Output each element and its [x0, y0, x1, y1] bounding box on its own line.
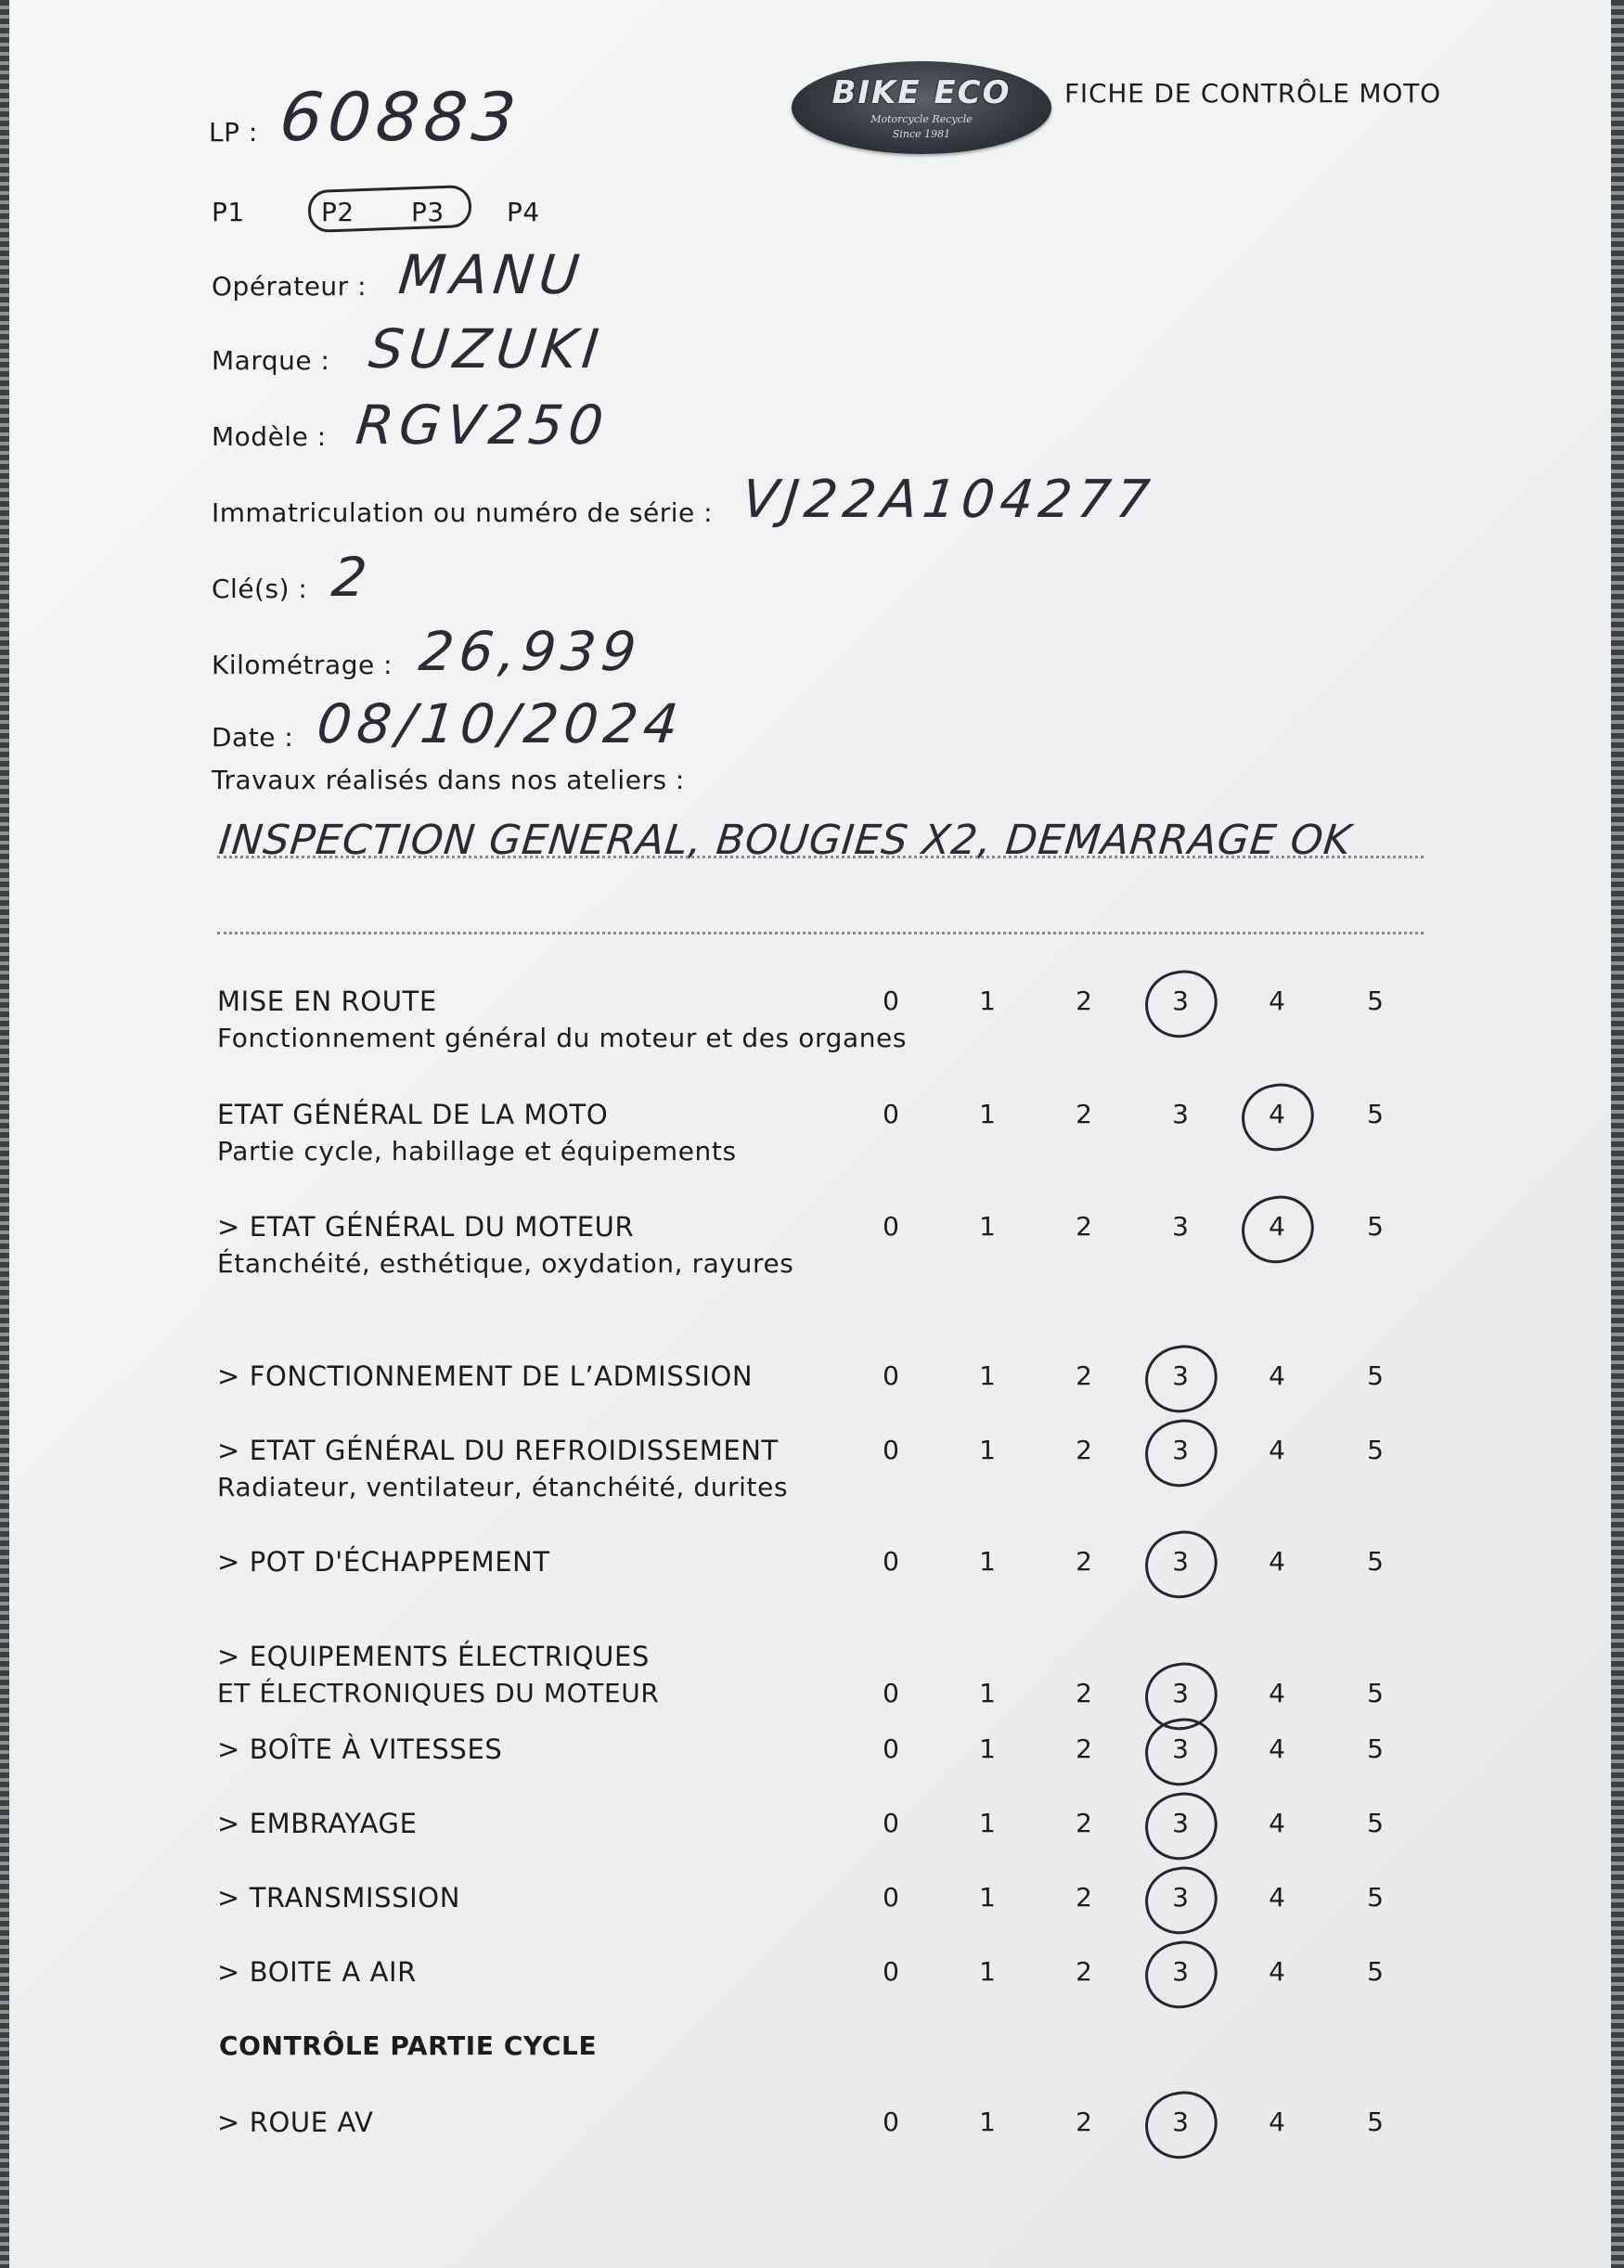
logo-since: Since 1981	[892, 128, 951, 140]
check-subtitle: Radiateur, ventilateur, étanchéité, durites	[217, 1472, 789, 1502]
score-option-3[interactable]: 3	[1172, 2107, 1189, 2137]
control-sheet	[9, 0, 1615, 2268]
score-option-2[interactable]: 2	[1076, 1435, 1092, 1465]
score-option-5[interactable]: 5	[1367, 1360, 1384, 1391]
score-circle-mark	[1141, 1341, 1221, 1417]
score-option-1[interactable]: 1	[979, 1435, 996, 1465]
score-option-0[interactable]: 0	[883, 1956, 899, 1987]
score-option-5[interactable]: 5	[1367, 1546, 1384, 1577]
score-option-4[interactable]: 4	[1269, 1808, 1285, 1838]
score-option-0[interactable]: 0	[883, 1360, 899, 1391]
score-option-0[interactable]: 0	[883, 1546, 899, 1577]
binder-edge-right	[1611, 0, 1624, 2268]
check-subtitle: Partie cycle, habillage et équipements	[217, 1136, 737, 1166]
position-p4: P4	[507, 197, 540, 227]
score-option-0[interactable]: 0	[883, 1808, 899, 1838]
lp-label: LP :	[209, 117, 258, 148]
operateur-value: MANU	[395, 243, 588, 306]
score-option-3[interactable]: 3	[1172, 1733, 1189, 1764]
score-option-0[interactable]: 0	[883, 986, 899, 1016]
operateur-label: Opérateur :	[212, 271, 367, 302]
score-option-5[interactable]: 5	[1367, 1808, 1384, 1838]
score-circle-mark	[1141, 1527, 1221, 1603]
score-option-3[interactable]: 3	[1172, 1546, 1189, 1577]
date-label: Date :	[212, 722, 294, 753]
logo-tagline: Motorcycle Recycle	[870, 113, 973, 125]
check-title: > ROUE AV	[217, 2107, 374, 2138]
check-title: > ETAT GÉNÉRAL DU MOTEUR	[217, 1211, 635, 1243]
check-title: MISE EN ROUTE	[217, 986, 437, 1017]
score-option-5[interactable]: 5	[1367, 1435, 1384, 1465]
score-option-0[interactable]: 0	[883, 2107, 899, 2137]
score-option-2[interactable]: 2	[1076, 1956, 1092, 1987]
score-circle-mark	[1141, 966, 1221, 1042]
lp-value: 60883	[276, 78, 525, 156]
check-title: > EQUIPEMENTS ÉLECTRIQUES	[217, 1641, 650, 1672]
score-option-2[interactable]: 2	[1076, 1360, 1092, 1391]
score-circle-mark	[1141, 1862, 1221, 1939]
check-title: > ETAT GÉNÉRAL DU REFROIDISSEMENT	[217, 1435, 779, 1466]
score-option-1[interactable]: 1	[979, 1882, 996, 1913]
score-option-4[interactable]: 4	[1269, 1882, 1285, 1913]
kilometrage-value: 26,939	[416, 620, 645, 683]
score-option-5[interactable]: 5	[1367, 986, 1384, 1016]
check-title: > TRANSMISSION	[217, 1882, 461, 1914]
score-option-2[interactable]: 2	[1076, 1808, 1092, 1838]
score-circle-mark	[1141, 1415, 1221, 1491]
score-option-1[interactable]: 1	[979, 1546, 996, 1577]
score-option-3[interactable]: 3	[1172, 1678, 1189, 1708]
score-option-3[interactable]: 3	[1172, 1956, 1189, 1987]
modele-label: Modèle :	[212, 421, 327, 452]
score-option-4[interactable]: 4	[1269, 1546, 1285, 1577]
score-option-0[interactable]: 0	[883, 1678, 899, 1708]
score-option-2[interactable]: 2	[1076, 2107, 1092, 2137]
score-option-1[interactable]: 1	[979, 1678, 996, 1708]
binder-edge-left	[0, 0, 9, 2268]
score-option-0[interactable]: 0	[883, 1435, 899, 1465]
score-option-0[interactable]: 0	[883, 1099, 899, 1129]
score-option-5[interactable]: 5	[1367, 1211, 1384, 1242]
score-circle-mark	[1141, 2087, 1221, 2163]
check-title: > BOITE A AIR	[217, 1956, 417, 1988]
score-option-4[interactable]: 4	[1269, 1733, 1285, 1764]
check-title: > BOÎTE À VITESSES	[217, 1733, 503, 1765]
date-value: 08/10/2024	[314, 692, 687, 755]
score-option-4[interactable]: 4	[1269, 1956, 1285, 1987]
score-option-3[interactable]: 3	[1172, 1099, 1189, 1129]
score-option-3[interactable]: 3	[1172, 1808, 1189, 1838]
check-subtitle: Fonctionnement général du moteur et des organes	[217, 1023, 908, 1053]
score-option-3[interactable]: 3	[1172, 1435, 1189, 1465]
travaux-line-1	[217, 856, 1424, 858]
score-option-2[interactable]: 2	[1076, 1211, 1092, 1242]
score-option-5[interactable]: 5	[1367, 1956, 1384, 1987]
immatriculation-label: Immatriculation ou numéro de série :	[212, 497, 714, 528]
score-circle-mark	[1141, 1937, 1221, 2013]
score-circle-mark	[1141, 1714, 1221, 1790]
score-option-5[interactable]: 5	[1367, 1882, 1384, 1913]
kilometrage-label: Kilométrage :	[212, 650, 393, 680]
score-option-3[interactable]: 3	[1172, 1360, 1189, 1391]
score-option-1[interactable]: 1	[979, 1733, 996, 1764]
score-option-2[interactable]: 2	[1076, 1733, 1092, 1764]
score-option-1[interactable]: 1	[979, 1956, 996, 1987]
cles-value: 2	[329, 546, 376, 609]
score-option-4[interactable]: 4	[1269, 1435, 1285, 1465]
score-option-1[interactable]: 1	[979, 2107, 996, 2137]
check-subtitle: Étanchéité, esthétique, oxydation, rayures	[217, 1248, 794, 1279]
score-option-0[interactable]: 0	[883, 1733, 899, 1764]
score-circle-mark	[1237, 1192, 1318, 1268]
position-circle-p2-p3	[307, 185, 471, 233]
score-option-1[interactable]: 1	[979, 1808, 996, 1838]
score-option-4[interactable]: 4	[1269, 1211, 1285, 1242]
marque-label: Marque :	[212, 345, 330, 376]
score-option-5[interactable]: 5	[1367, 1099, 1384, 1129]
score-option-4[interactable]: 4	[1269, 1678, 1285, 1708]
score-option-3[interactable]: 3	[1172, 1882, 1189, 1913]
score-option-2[interactable]: 2	[1076, 1678, 1092, 1708]
position-p1: P1	[212, 197, 245, 227]
check-subtitle: ET ÉLECTRONIQUES DU MOTEUR	[217, 1678, 660, 1708]
position-p2: P2	[321, 197, 354, 227]
score-option-4[interactable]: 4	[1269, 1360, 1285, 1391]
logo-brand: BIKE ECO	[831, 74, 1012, 111]
check-title: > POT D'ÉCHAPPEMENT	[217, 1546, 550, 1578]
cles-label: Clé(s) :	[212, 573, 308, 604]
score-option-1[interactable]: 1	[979, 1211, 996, 1242]
score-option-0[interactable]: 0	[883, 1211, 899, 1242]
score-option-5[interactable]: 5	[1367, 2107, 1384, 2137]
check-title: > FONCTIONNEMENT DE L’ADMISSION	[217, 1360, 754, 1392]
score-option-2[interactable]: 2	[1076, 986, 1092, 1016]
score-option-3[interactable]: 3	[1172, 1211, 1189, 1242]
travaux-line-2	[217, 932, 1424, 934]
score-option-5[interactable]: 5	[1367, 1733, 1384, 1764]
check-title: ETAT GÉNÉRAL DE LA MOTO	[217, 1099, 609, 1130]
score-circle-mark	[1237, 1079, 1318, 1155]
score-circle-mark	[1141, 1788, 1221, 1864]
travaux-value: INSPECTION GENERAL, BOUGIES X2, DEMARRAGE OK	[216, 817, 1354, 864]
score-option-1[interactable]: 1	[979, 986, 996, 1016]
section-title-partie-cycle: CONTRÔLE PARTIE CYCLE	[219, 2030, 598, 2061]
score-option-4[interactable]: 4	[1269, 986, 1285, 1016]
score-option-1[interactable]: 1	[979, 1099, 996, 1129]
score-option-0[interactable]: 0	[883, 1882, 899, 1913]
bike-eco-logo	[792, 61, 1051, 154]
score-option-5[interactable]: 5	[1367, 1678, 1384, 1708]
score-option-4[interactable]: 4	[1269, 1099, 1285, 1129]
score-option-2[interactable]: 2	[1076, 1546, 1092, 1577]
score-option-3[interactable]: 3	[1172, 986, 1189, 1016]
score-option-2[interactable]: 2	[1076, 1882, 1092, 1913]
position-p3: P3	[411, 197, 445, 227]
form-title: FICHE DE CONTRÔLE MOTO	[1064, 78, 1441, 109]
score-option-4[interactable]: 4	[1269, 2107, 1285, 2137]
check-title: > EMBRAYAGE	[217, 1808, 418, 1839]
travaux-label: Travaux réalisés dans nos ateliers :	[212, 765, 685, 795]
modele-value: RGV250	[353, 393, 612, 457]
immatriculation-value: VJ22A104277	[739, 470, 1158, 530]
marque-value: SUZUKI	[366, 317, 608, 380]
score-option-1[interactable]: 1	[979, 1360, 996, 1391]
score-option-2[interactable]: 2	[1076, 1099, 1092, 1129]
